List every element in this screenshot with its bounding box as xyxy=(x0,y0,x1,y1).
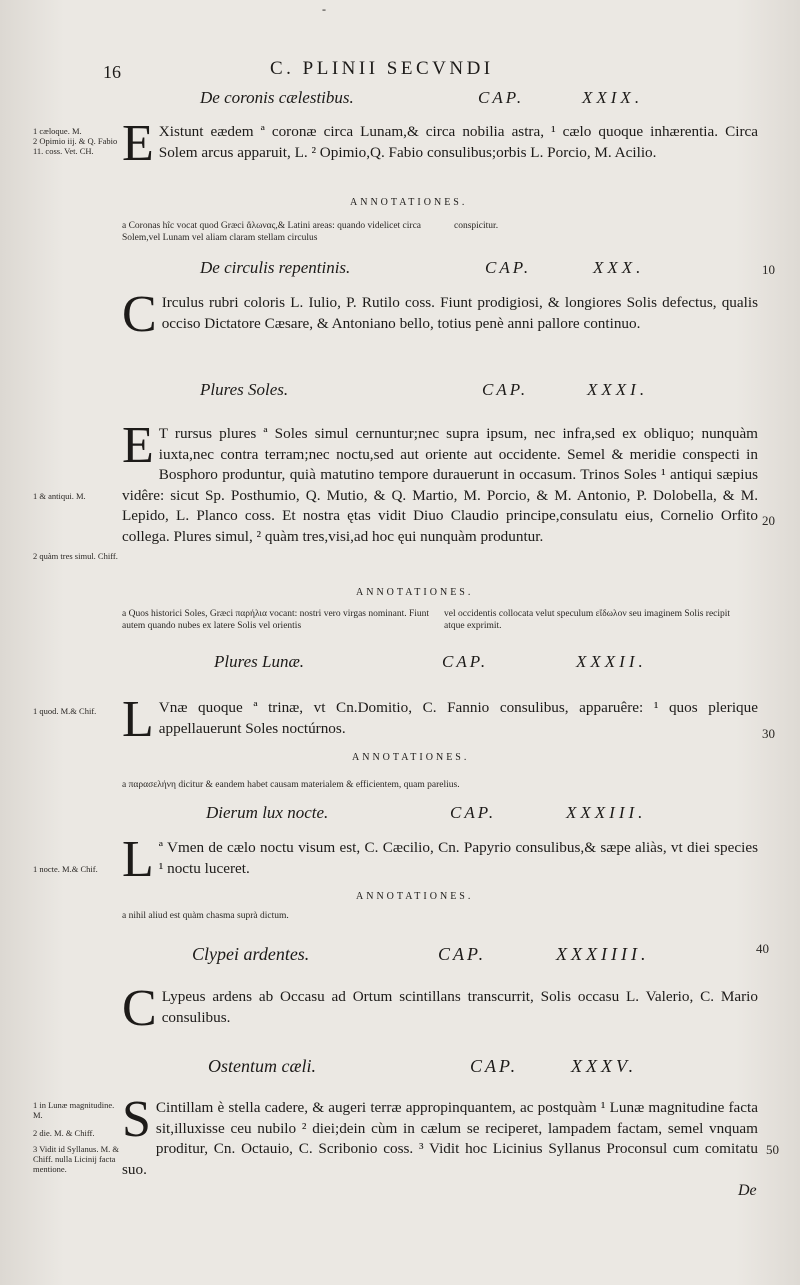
annotations-heading: ANNOTATIONES. xyxy=(352,752,470,763)
line-number: 50 xyxy=(766,1142,779,1157)
chapter-title xyxy=(200,380,649,400)
drop-cap: S xyxy=(122,1091,151,1148)
chapter-heading: De circulis repentinis. xyxy=(200,258,351,277)
paragraph: Irculus rubri coloris L. Iulio, P. Rutilo coss. Fiunt prodigiosi, & longiores Solis defectus, qualis occiso Dictatore Cæsare, & Antoniano bello, totius penè anni pallore continuo. xyxy=(161,294,758,332)
line-number: 40 xyxy=(756,941,769,956)
line-number: 20 xyxy=(762,513,775,528)
chapter-number: XXXI. xyxy=(587,380,649,399)
page-number: 16 xyxy=(103,62,121,82)
chapter-title xyxy=(200,88,644,108)
chapter-title xyxy=(208,1056,638,1077)
margin-note: 2 quàm tres simul. Chiff. xyxy=(33,551,118,561)
margin-note: 2 die. M. & Chiff. xyxy=(33,1128,95,1138)
line-number: 30 xyxy=(762,726,775,741)
annotations-heading: ANNOTATIONES. xyxy=(350,197,468,208)
annotation-left: a nihil aliud est quàm chasma suprà dictum. xyxy=(122,911,289,921)
margin-note: 1 nocte. M.& Chif. xyxy=(33,864,98,874)
chapter-heading: Ostentum cæli. xyxy=(208,1056,316,1076)
drop-cap: L xyxy=(122,831,154,888)
chapter-number: XXX. xyxy=(593,258,645,277)
chapter-title xyxy=(192,944,650,965)
margin-note: 3 Vidit id Syllanus. M. & Chiff. nulla Licinij facta mentione. xyxy=(33,1144,119,1174)
chapter-title xyxy=(206,803,647,823)
paragraph: Cintillam è stella cadere, & augeri terræ appropinquantem, ac postquàm ¹ Lunæ magnitudine facta sit,illuxisse ceu nubilo ² diei;dein cùm in cælum se reciperet, lampadem factam, semel vnquam proditur, Cn. Octauio, C. Scribonio coss. ³ Vidit hoc Licinius Syllanus Proconsul cum comitatu suo. xyxy=(122,1099,758,1178)
chapter-cap: CAP. xyxy=(478,88,525,107)
chapter-cap: CAP. xyxy=(470,1056,519,1076)
chapter-number: XXXIII. xyxy=(566,803,647,822)
chapter-text xyxy=(122,115,758,172)
chapter-title xyxy=(214,652,647,672)
chapter-cap: CAP. xyxy=(450,803,497,822)
drop-cap: E xyxy=(122,417,154,474)
chapter-heading: Clypei ardentes. xyxy=(192,944,310,964)
top-mark: - xyxy=(322,2,326,16)
annotations-heading: ANNOTATIONES. xyxy=(356,891,474,902)
annotations xyxy=(122,608,744,632)
drop-cap: C xyxy=(122,980,157,1037)
annotations-heading: ANNOTATIONES. xyxy=(356,587,474,598)
paragraph: ª Vmen de cælo noctu visum est, C. Cæcilio, Cn. Papyrio consulibus,& sæpe aliàs, vt diei species ¹ noctu luceret. xyxy=(158,839,758,877)
margin-note: 1 cæloque. M. 2 Opimio iij. & Q. Fabio 11. coss. Vet. CH. xyxy=(33,126,118,156)
drop-cap: L xyxy=(122,691,154,748)
drop-cap: C xyxy=(122,286,157,343)
annotation-left: a παρασελήνη dicitur & eandem habet causam materialem & efficientem, quam parelius. xyxy=(122,780,460,790)
annotation-left: a Coronas hîc vocat quod Græci ἅλωνας,& Latini areas: quando videlicet circa Solem,vel Lunam vel aliam claram stellam circulus xyxy=(122,221,421,243)
chapter-cap: CAP. xyxy=(438,944,487,964)
paragraph: Lypeus ardens ab Occasu ad Ortum scintillans transcurrit, Solis occasu L. Valerio, C. Mario consulibus. xyxy=(161,988,758,1026)
chapter-text xyxy=(122,417,758,548)
paragraph: Vnæ quoque ª trinæ, vt Cn.Domitio, C. Fannio consulibus, apparuêre: ¹ quos plerique appellauerunt Soles noctúrnos. xyxy=(158,699,758,737)
chapter-text xyxy=(122,980,758,1037)
chapter-text xyxy=(122,286,758,343)
chapter-heading: Plures Soles. xyxy=(200,380,289,399)
line-number: 10 xyxy=(762,262,775,277)
running-head: C. PLINII SECVNDI xyxy=(270,58,494,79)
chapter-title xyxy=(200,258,645,278)
chapter-number: XXXV. xyxy=(571,1056,638,1076)
paragraph: T rursus plures ª Soles simul cernuntur;nec supra ipsum, nec infra,sed ex obliquo; nunquàm iuxta,nec contra terram;nec noctu,sed aut oriente aut occidente. Semel & meridie conspecti in Bosphoro produntur, quià matutino tempore durauerunt in occasum. Trinos Soles ¹ antiqui sæpius vidêre: sicut Sp. Posthumio, Q. Mutio, & Q. Martio, M. Porcio, & M. Antonio, P. Dolobella, & M. Lepido, L. Planco coss. Et nostra ętas vidit Diuo Claudio principe,consulatu eius, Cornelio Orfito collega. Plures simul, ² quàm tres,visi,ad hoc ęui nunquàm produntur. xyxy=(122,425,758,545)
annotation-right: conspicitur. xyxy=(454,221,499,231)
margin-note: 1 & antiqui. M. xyxy=(33,491,86,501)
annotations xyxy=(122,220,654,244)
annotation-left: a Quos historici Soles, Græci παρήλια vocant: nostri vero virgas nominant. Fiunt autem quando nubes ex latere Solis vel orientis xyxy=(122,609,430,631)
chapter-number: XXIX. xyxy=(582,88,644,107)
catchword: De xyxy=(738,1182,757,1199)
chapter-heading: Dierum lux nocte. xyxy=(206,803,329,822)
chapter-cap: CAP. xyxy=(442,652,489,671)
margin-note: 1 quod. M.& Chif. xyxy=(33,706,97,716)
chapter-cap: CAP. xyxy=(482,380,529,399)
annotation-right: vel occidentis collocata velut speculum εἴδωλον seu imaginem Solis recipit atque exprimit. xyxy=(444,609,731,631)
chapter-text xyxy=(122,1091,758,1180)
chapter-number: XXXIIII. xyxy=(556,944,650,964)
chapter-cap: CAP. xyxy=(485,258,532,277)
margin-note: 1 in Lunæ magnitudine. M. xyxy=(33,1100,115,1120)
chapter-heading: Plures Lunæ. xyxy=(214,652,305,671)
paragraph: Xistunt eædem ª coronæ circa Lunam,& circa nobilia astra, ¹ cælo quoque inhærentia. Circa Solem arcus apparuit, L. ² Opimio,Q. Fabio consulibus;orbis L. Porcio, M. Acilio. xyxy=(158,123,758,161)
chapter-text xyxy=(122,691,758,748)
chapter-heading: De coronis cælestibus. xyxy=(200,88,354,107)
chapter-text xyxy=(122,831,758,888)
drop-cap: E xyxy=(122,115,154,172)
chapter-number: XXXII. xyxy=(576,652,647,671)
